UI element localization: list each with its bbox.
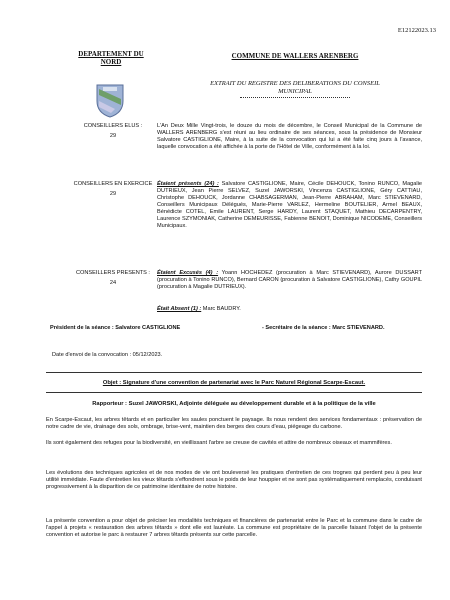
secretaire-seance: - Secrétaire de la séance : Marc STIEVENARD. (262, 325, 385, 331)
document-reference: E12122023.13 (397, 27, 436, 34)
excuses-list: Étaient Excusés (4) : Yoann HOCHEDEZ (procuration à Marc STIEVENARD), Aurore DUSSART (procuration à Tonino RUNCO), Bernard CARON (procuration à Salvatore CASTIGLIONE), Cathy GOUPIL (procuration à Magalie DUTRIEUX). (157, 270, 423, 290)
paragraph-2: Ils sont également des refuges pour la biodiversité, en vieillissant l'arbre se creuse de cavités et attire de nombreux oiseaux et mammifères. (46, 440, 392, 446)
section-divider (46, 372, 422, 373)
paragraph-3: Les évolutions des techniques agricoles et de nos modes de vie ont bouleversé les pratiques d'entretien de ces trognes qui perdent peu à peu leur utilité immédiate. Faute d'entretien les vieux têtards s'effondrent sous le poids de leur houppier et ne sont pas systématiquement remplacés, conduisant progressivement à la disparition de ce patrimoine identitaire de notre histoire. (46, 470, 422, 490)
commune-crest-icon (95, 83, 125, 119)
date-envoi: Date d'envoi de la convocation : 05/12/2023. (52, 352, 163, 358)
conseillers-exercice-label: CONSEILLERS EN EXERCICE 29 (73, 181, 153, 197)
conseillers-elus-text: L'An Deux Mille Vingt-trois, le douze du mois de décembre, le Conseil Municipal de la Commune de WALLERS ARENBERG s'est réuni au lieu ordinaire de ses séances, sous la présidence de Monsieur Salvatore CASTIGLIONE, Maire, à la suite de la convocation qui lui a été faite cinq jours à l'avance, laquelle convocation a été affichée à la porte de l'Hôtel de Ville, conformément à la loi. (157, 123, 422, 150)
paragraph-4: La présente convention a pour objet de préciser les modalités techniques et financières de partenariat entre le Parc et la commune dans le cadre de l'appel à projets « restauration des arbres têtards » dont elle est lauréate. La commune est propriétaire de la parcelle faisant l'objet de la présente convention et autorise le parc à restaurer 7 arbres têtards présents sur cette parcelle. (46, 518, 422, 538)
commune-header: COMMUNE DE WALLERS ARENBERG (231, 52, 359, 60)
paragraph-1: En Scarpe-Escaut, les arbres têtards et en particulier les saules ponctuent le paysage. Ils nous rendent des services fondamentaux : préservation de notre cadre de vie, drainage des sols, ombrage, brise-vent, maintien des berges des cours d'eau, piégeage du carbone. (46, 417, 422, 430)
objet: Objet : Signature d'une convention de partenariat avec le Parc Naturel Régional Scarpe-Escaut. (102, 380, 366, 386)
absent-list: Était Absent (1) : Marc BAUDRY. (157, 306, 241, 312)
title-divider (240, 97, 350, 98)
section-divider (46, 392, 422, 393)
rapporteur: Rapporteur : Suzel JAWORSKI, Adjointe déléguée au développement durable et à la politique de la ville (92, 401, 376, 407)
conseillers-elus-label: CONSEILLERS ELUS : 29 (83, 123, 143, 139)
department-header: DEPARTEMENT DU NORD (78, 50, 144, 66)
conseillers-presents-label: CONSEILLERS PRESENTS : 24 (76, 270, 150, 286)
extract-title: EXTRAIT DU REGISTRE DES DELIBERATIONS DU CONSEIL MUNICIPAL (210, 80, 380, 95)
presents-list: Étaient présents (24) : Salvatore CASTIGLIONE, Maire, Cécile DEHOUCK, Tonino RUNCO, Magalie DUTRIEUX, Jean Pierre SELVEZ, Suzel JAWORSKI, Vincenza CASTIGLIONE, Géry CATTIAU, Christophe DEHOUCK, Jordanne CHABSAGERMAN, Jean-Pierre ABRAHAM, Marc STIEVENARD, Conseillers Municipaux Délégués, Marie-Pierre VARLEZ, Hermeline BOUTELIER, Armel BEAUX, Bénédicte COTEL, Emile LAURENT, Serge HARDY, Laurent STAQUET, Mathieu DECARPENTRY, Laurence SZYMONIAK, Catherine DEMEURISSE, Fabienne BENOIT, Dominique NICODEME, Conseillers Municipaux. (157, 181, 422, 229)
president-seance: Président de la séance : Salvatore CASTIGLIONE (50, 325, 181, 331)
